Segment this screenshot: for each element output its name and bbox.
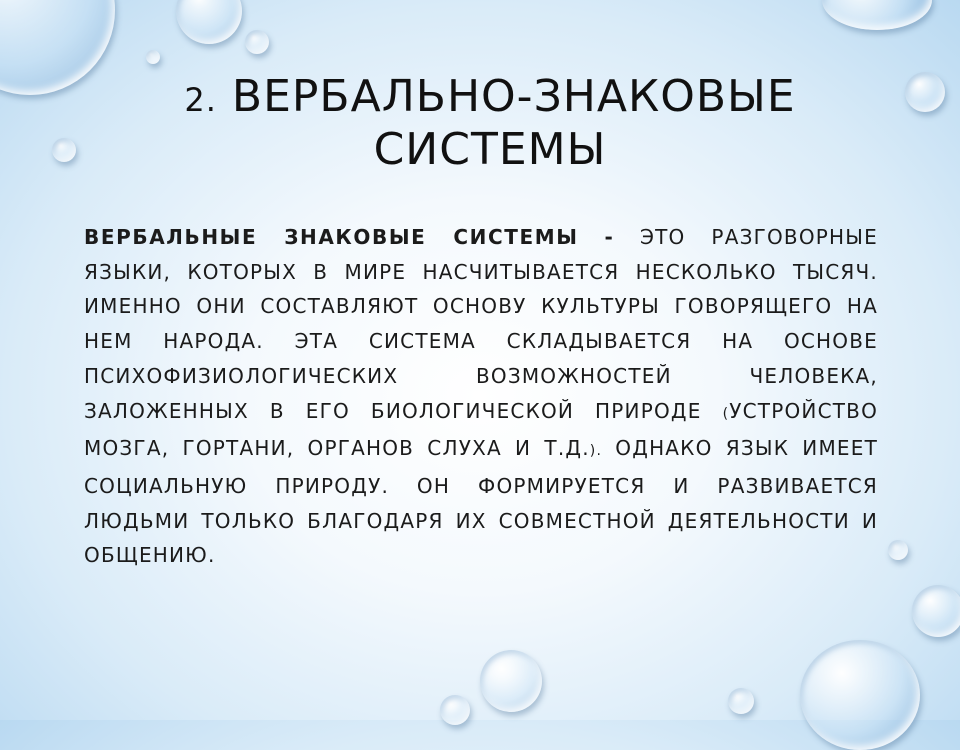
water-drop-decoration [480,650,542,712]
lead-dash: - [604,225,615,249]
water-drop-decoration [800,640,920,750]
paren-close: ). [589,443,603,460]
water-drop-decoration [822,0,932,30]
lead-term: ВЕРБАЛЬНЫЕ ЗНАКОВЫЕ СИСТЕМЫ [84,225,579,249]
water-drop-decoration [728,688,754,714]
water-drop-decoration [905,72,945,112]
water-drop-decoration [52,138,76,162]
water-drop-decoration [245,30,269,54]
slide-title [110,72,870,175]
title-number: 2. [184,81,217,119]
water-drop-decoration [912,585,960,637]
paren-content: УСТРОЙСТВО МОЗГА, ГОРТАНИ, ОРГАНОВ СЛУХА И Т.Д. [84,398,879,461]
body-text-part1: ЭТО РАЗГОВОРНЫЕ ЯЗЫКИ, КОТОРЫХ В МИРЕ НАСЧИТЫВАЕТСЯ НЕСКОЛЬКО ТЫСЯЧ. ИМЕННО ОНИ СОСТАВЛЯЮТ ОСНОВУ КУЛЬТУРЫ ГОВОРЯЩЕГО НА НЕМ НАРОДА. ЭТА СИСТЕМА СКЛАДЫВАЕТСЯ НА ОСНОВЕ ПСИХОФИЗИОЛОГИЧЕСКИХ ВОЗМОЖНОСТЕЙ ЧЕЛОВЕКА, ЗАЛОЖЕННЫХ В ЕГО БИОЛОГИЧЕСКОЙ ПРИРОДЕ [84,225,878,423]
water-drop-decoration [440,695,470,725]
body-text-part2: ОДНАКО ЯЗЫК ИМЕЕТ СОЦИАЛЬНУЮ ПРИРОДУ. ОН ФОРМИРУЕТСЯ И РАЗВИВАЕТСЯ ЛЮДЬМИ ТОЛЬКО БЛАГОДАРЯ ИХ СОВМЕСТНОЙ ДЕЯТЕЛЬНОСТИ И ОБЩЕНИЮ. [84,436,878,568]
slide-body-text [84,220,878,573]
water-drop-decoration [888,540,908,560]
water-drop-decoration [176,0,242,44]
title-text: ВЕРБАЛЬНО-ЗНАКОВЫЕ СИСТЕМЫ [231,71,796,175]
water-drop-decoration [0,0,115,95]
paren-open: ( [722,405,730,422]
water-drop-decoration [146,50,160,64]
